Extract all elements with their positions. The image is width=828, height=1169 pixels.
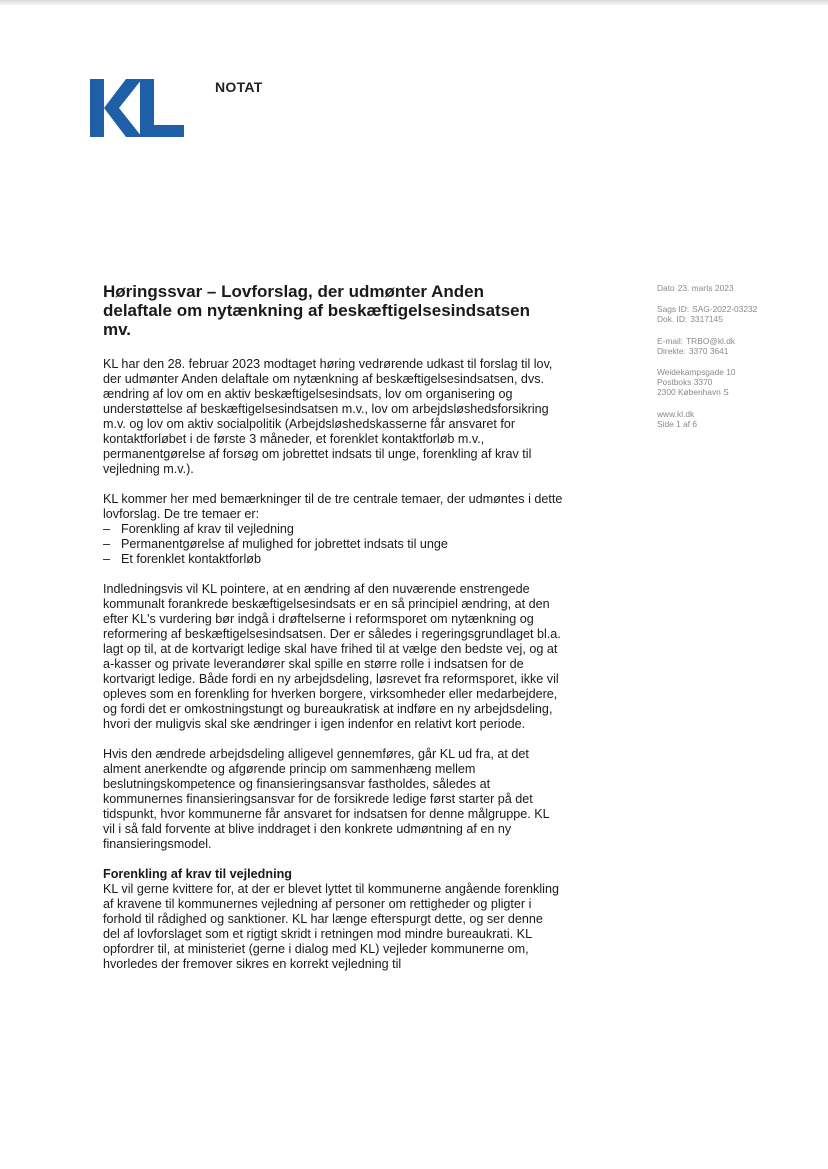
kl-logo: [90, 79, 184, 137]
meta-date-group: [657, 283, 807, 293]
meta-email-label: E-mail:: [657, 335, 684, 346]
body-paragraph-intro: KL har den 28. februar 2023 modtaget høring vedrørende udkast til forslag til lov, der udmønter Anden delaftale om nytænkning af beskæftigelsesindsatsen, dvs. ændring af lov om en aktiv beskæftigelsesindsats, lov om organisering og understøttelse af beskæftigelsesindsatsen m.v., lov om arbejdsløshedsforsikring m.v. og lov om aktiv socialpolitik (Arbejdsløshedskasserne får ansvaret for kontaktforløbet i de første 3 måneder, et forenklet kontaktforløb m.v., permanentgørelse af forsøg om jobrettet indsats til unge, forenkling af krav til vejledning m.v.).: [103, 357, 553, 476]
meta-sags-id-label: Sags ID:: [657, 304, 690, 315]
meta-email-value: TRBO@kl.dk: [686, 335, 736, 346]
section-heading: Forenkling af krav til vejledning: [103, 867, 292, 881]
meta-date-value: 23. marts 2023: [677, 283, 734, 293]
meta-page-number: Side 1 af 6: [657, 418, 698, 429]
meta-contact-group: [657, 336, 807, 356]
document-body: [103, 357, 563, 972]
meta-address-line: 2300 København S: [657, 387, 729, 398]
list-item-text: Et forenklet kontaktforløb: [121, 552, 261, 566]
meta-sags-id: [657, 304, 807, 314]
meta-web: www.kl.dk: [657, 408, 695, 419]
themes-list: [103, 522, 563, 567]
section-paragraph: KL vil gerne kvittere for, at der er blevet lyttet til kommunerne angående forenkling af kravene til kommunernes vejledning af personer om rettigheder og pligter i forhold til rådighed og sanktioner. KL har længe efterspurgt dette, og ser denne del af lovforslaget som et rigtigt skridt i retningen mod mindre bureaukrati. KL opfordrer til, at ministeriet (gerne i dialog med KL) vejleder kommunerne om, hvorledes der fremover sikres en korrekt vejledning til: [103, 882, 559, 971]
meta-direkte-label: Direkte:: [657, 345, 686, 356]
meta-direkte-value: 3370 3641: [688, 345, 729, 356]
document-meta: [657, 283, 807, 440]
meta-dok-id-label: Dok. ID:: [657, 314, 688, 325]
body-paragraph-introduction: Indledningsvis vil KL pointere, at en ændring af den nuværende enstrengede kommunalt forankrede beskæftigelsesindsats er en så principiel ændring, at den efter KL's vurdering bør indgå i drøftelserne i reformsporet om nytænkning og reformering af beskæftigelsesindsatsen. Der er således i regeringsgrundlaget bl.a. lagt op til, at de kortvarigt ledige skal have frihed til at vælge den bedste vej, og at a-kasser og private leverandører skal spille en større rolle i indsatsen for de kortvarigt ledige. Både fordi en ny arbejdsdeling, løsrevet fra reformsporet, ikke vil opleves som en forenkling for hverken borgere, virksomheder eller medarbejdere, og fordi det er omkostningstungt og bureaukratisk at indføre en ny arbejdsdeling, hvori der muligvis skal ske ændringer i igen indenfor en relativt kort periode.: [103, 582, 561, 731]
list-marker: –: [103, 522, 111, 536]
meta-date: [657, 283, 807, 293]
list-item-text: Forenkling af krav til vejledning: [121, 522, 294, 536]
meta-email: [657, 336, 807, 346]
document-type: NOTAT: [215, 79, 263, 95]
body-paragraph-themes: KL kommer her med bemærkninger til de tre centrale temaer, der udmøntes i dette lovforslag. De tre temaer er:: [103, 492, 563, 521]
list-item-text: Permanentgørelse af mulighed for jobrettet indsats til unge: [121, 537, 448, 551]
meta-address-group: [657, 367, 807, 398]
meta-ids-group: [657, 304, 807, 324]
scan-top-edge: [0, 0, 828, 6]
body-paragraph-financing: Hvis den ændrede arbejdsdeling alligevel gennemføres, går KL ud fra, at det alment anerkendte og afgørende princip om sammenhæng mellem beslutningskompetence og finansieringsansvar fastholdes, således at kommunernes finansieringsansvar for de forsikrede ledige først starter på det tidspunkt, hvor kommunerne får ansvaret for indsatsen for denne målgruppe. KL vil i så fald forvente at blive inddraget i den konkrete udmøntning af en ny finansieringsmodel.: [103, 747, 550, 851]
meta-dok-id: [657, 314, 807, 324]
list-marker: –: [103, 537, 111, 551]
meta-web-group: [657, 409, 807, 429]
meta-direkte: [657, 346, 807, 356]
document-title: Høringssvar – Lovforslag, der udmønter Anden delaftale om nytænkning af beskæftigelsesindsatsen mv.: [103, 282, 531, 339]
list-item: [103, 552, 563, 567]
meta-date-label: Dato: [657, 283, 675, 293]
meta-address-line: Postboks 3370: [657, 377, 713, 388]
meta-dok-id-value: 3317145: [690, 314, 723, 325]
meta-sags-id-value: SAG-2022-03232: [692, 304, 758, 315]
list-item: [103, 537, 563, 552]
meta-address-line: Weidekampsgade 10: [657, 367, 736, 378]
list-marker: –: [103, 552, 111, 566]
list-item: [103, 522, 563, 537]
